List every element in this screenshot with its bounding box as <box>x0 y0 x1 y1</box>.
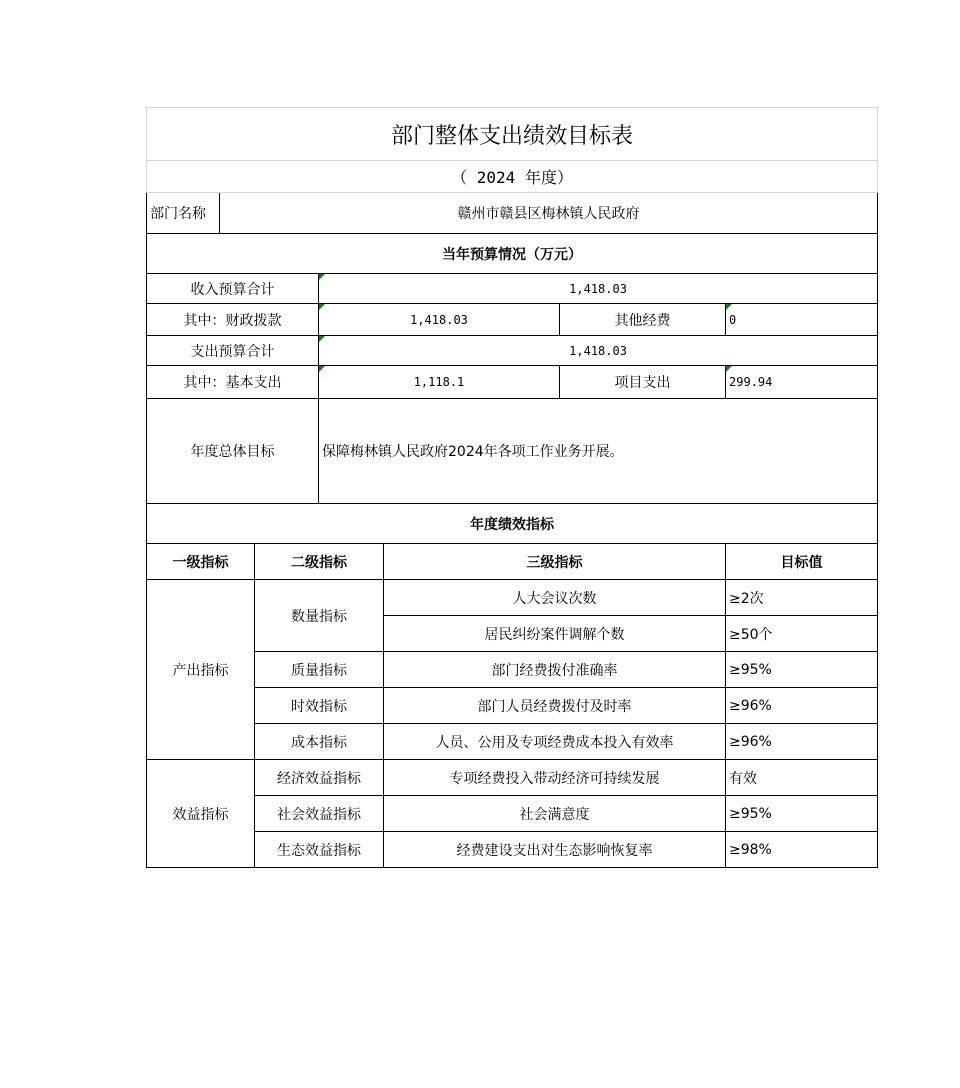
target-cell: ≥96% <box>726 724 878 760</box>
level2-cell: 质量指标 <box>255 652 384 688</box>
budget-header: 当年预算情况（万元） <box>147 234 878 274</box>
col-target-header: 目标值 <box>726 544 878 580</box>
level1-cell: 效益指标 <box>147 760 255 868</box>
table-row <box>147 760 878 796</box>
target-cell: ≥50个 <box>726 616 878 652</box>
target-cell: ≥95% <box>726 796 878 832</box>
dept-name-value: 赣州市赣县区梅林镇人民政府 <box>220 193 878 234</box>
other-funds-label: 其他经费 <box>560 304 726 336</box>
target-cell: ≥98% <box>726 832 878 868</box>
dept-name-label: 部门名称 <box>147 193 220 234</box>
performance-target-sheet <box>146 107 823 868</box>
level2-cell: 成本指标 <box>255 724 384 760</box>
level1-cell: 产出指标 <box>147 580 255 760</box>
target-cell: ≥96% <box>726 688 878 724</box>
expense-total-label: 支出预算合计 <box>147 336 319 366</box>
table-row <box>147 688 878 724</box>
annual-goal-label: 年度总体目标 <box>147 399 319 504</box>
level2-cell: 经济效益指标 <box>255 760 384 796</box>
table-row <box>147 652 878 688</box>
col-level1-header: 一级指标 <box>147 544 255 580</box>
level3-cell: 社会满意度 <box>384 796 726 832</box>
col-level2-header: 二级指标 <box>255 544 384 580</box>
level2-cell: 数量指标 <box>255 580 384 652</box>
fiscal-label: 其中：财政拨款 <box>147 304 319 336</box>
col-level3-header: 三级指标 <box>384 544 726 580</box>
level3-cell: 人大会议次数 <box>384 580 726 616</box>
level3-cell: 经费建设支出对生态影响恢复率 <box>384 832 726 868</box>
level3-cell: 人员、公用及专项经费成本投入有效率 <box>384 724 726 760</box>
table-row <box>147 580 878 616</box>
level2-cell: 社会效益指标 <box>255 796 384 832</box>
basic-expense-value: 1,118.1 <box>319 366 560 399</box>
year-line: （ 2024 年度） <box>147 161 878 193</box>
target-cell: ≥2次 <box>726 580 878 616</box>
income-total-value: 1,418.03 <box>319 274 878 304</box>
fiscal-value: 1,418.03 <box>319 304 560 336</box>
table-row <box>147 832 878 868</box>
level3-cell: 专项经费投入带动经济可持续发展 <box>384 760 726 796</box>
level3-cell: 部门人员经费拨付及时率 <box>384 688 726 724</box>
target-cell: 有效 <box>726 760 878 796</box>
income-total-label: 收入预算合计 <box>147 274 319 304</box>
level2-cell: 生态效益指标 <box>255 832 384 868</box>
performance-table <box>146 107 878 868</box>
project-expense-value: 299.94 <box>726 366 878 399</box>
performance-header: 年度绩效指标 <box>147 504 878 544</box>
table-row <box>147 724 878 760</box>
level3-cell: 居民纠纷案件调解个数 <box>384 616 726 652</box>
other-funds-value: 0 <box>726 304 878 336</box>
target-cell: ≥95% <box>726 652 878 688</box>
project-expense-label: 项目支出 <box>560 366 726 399</box>
level3-cell: 部门经费拨付准确率 <box>384 652 726 688</box>
page-title: 部门整体支出绩效目标表 <box>147 108 878 161</box>
annual-goal-value: 保障梅林镇人民政府2024年各项工作业务开展。 <box>319 399 878 504</box>
level2-cell: 时效指标 <box>255 688 384 724</box>
table-row <box>147 796 878 832</box>
basic-expense-label: 其中：基本支出 <box>147 366 319 399</box>
expense-total-value: 1,418.03 <box>319 336 878 366</box>
